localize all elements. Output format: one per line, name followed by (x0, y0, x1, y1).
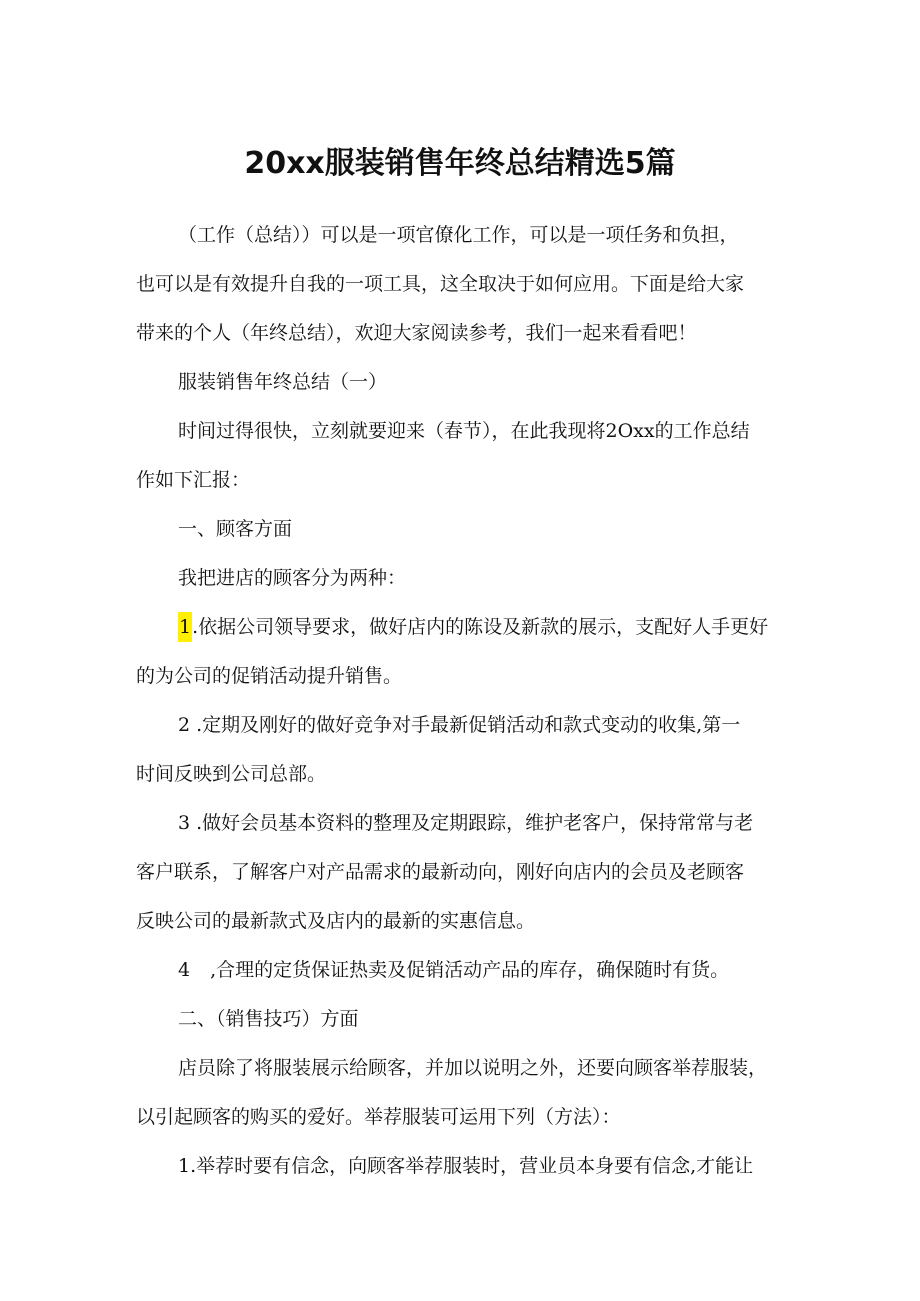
list-item: 3 .做好会员基本资料的整理及定期跟踪，维护老客户，保持常常与老 (178, 812, 754, 834)
paragraph-line: 我把进店的顾客分为两种： (178, 567, 407, 589)
paragraph-line: （工作（总结））可以是一项官僚化工作，可以是一项任务和负担， (178, 224, 739, 246)
paragraph-line: 也可以是有效提升自我的一项工具，这全取决于如何应用。下面是给大家 (136, 273, 745, 295)
list-item: 2 .定期及刚好的做好竞争对手最新促销活动和款式变动的收集,第一 (178, 714, 741, 736)
list-item-text: .依据公司领导要求，做好店内的陈设及新款的展示，支配好人手更好 (192, 616, 769, 638)
paragraph-line: 带来的个人（年终总结），欢迎大家阅读参考，我们一起来看看吧！ (136, 322, 697, 344)
list-item: 1.举荐时要有信念，向顾客举荐服装时，营业员本身要有信念,才能让 (178, 1155, 754, 1177)
paragraph-line: 时间反映到公司总部。 (136, 763, 327, 785)
paragraph-line: 以引起顾客的购买的爱好。举荐服装可运用下列（方法）： (136, 1106, 621, 1128)
paragraph-line: 时间过得很快，立刻就要迎来（春节），在此我现将2Oxx的工作总结 (178, 420, 750, 442)
document-title: 20xx服装销售年终总结精选5篇 (244, 146, 676, 181)
list-item (178, 614, 768, 640)
paragraph-line: 反映公司的最新款式及店内的最新的实惠信息。 (136, 910, 536, 932)
list-item-text: ,合理的定货保证热卖及促销活动产品的库存，确保随时有货。 (210, 959, 730, 981)
list-item (178, 957, 729, 983)
highlighted-number: 1 (178, 612, 192, 642)
list-item-number: 4 (178, 959, 191, 981)
section-heading: 服装销售年终总结（一） (178, 371, 388, 393)
paragraph-line: 客户联系，了解客户对产品需求的最新动向，刚好向店内的会员及老顾客 (136, 861, 745, 883)
paragraph-line: 的为公司的促销活动提升销售。 (136, 665, 403, 687)
paragraph-line: 店员除了将服装展示给顾客，并加以说明之外，还要向顾客举荐服装， (178, 1057, 768, 1079)
section-heading: 二、（销售技巧）方面 (178, 1008, 359, 1030)
paragraph-line: 作如下汇报： (136, 469, 251, 491)
section-heading: 一、顾客方面 (178, 518, 293, 540)
